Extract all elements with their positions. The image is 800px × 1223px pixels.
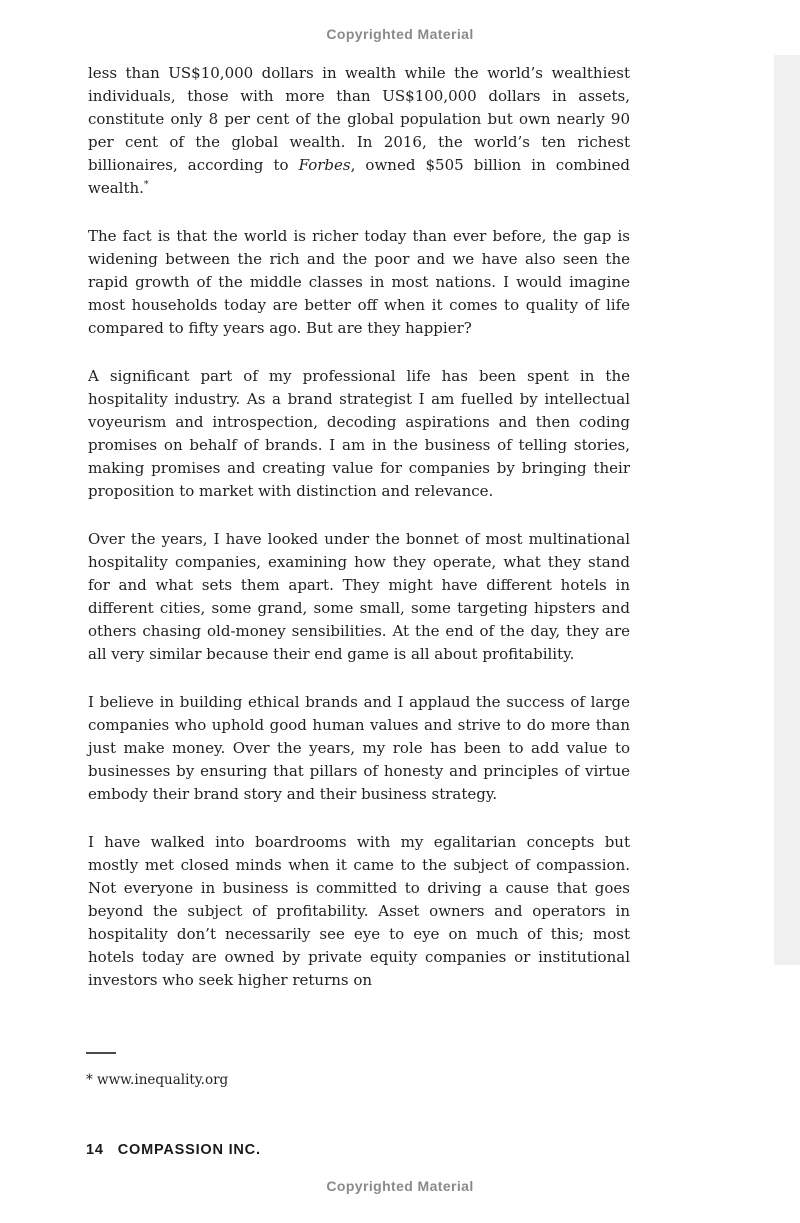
footnote-inequality-url: * www.inequality.org (86, 1072, 229, 1088)
page-footer (86, 1142, 261, 1158)
copyright-notice-top: Copyrighted Material (326, 26, 474, 42)
body-text-block (88, 62, 630, 992)
paragraph-wealth-stats (88, 62, 630, 200)
copyright-notice-bottom: Copyrighted Material (326, 1178, 474, 1194)
page-number: 14 (86, 1142, 104, 1158)
forbes-italic-text: Forbes (298, 156, 351, 174)
paragraph-wealth-stats-end: , owned $505 billion in combined wealth. (88, 156, 630, 197)
paragraph-richer-world: The fact is that the world is richer today than ever before, the gap is widening between the rich and the poor and we have also seen the rapid growth of the middle classes in most nations. I would imagine most households today are better off when it comes to quality of life compared to fifty years ago. But are they happier? (88, 227, 630, 337)
book-title: COMPASSION INC. (117, 1142, 261, 1158)
footnote-asterisk-marker: * (143, 179, 149, 190)
paragraph-professional-life: A significant part of my professional life has been spent in the hospitality industry. As a brand strategist I am fuelled by intellectual voyeurism and introspection, decoding aspirations and then coding promises on behalf of brands. I am in the business of telling stories, making promises and creating value for companies by bringing their proposition to market with distinction and relevance. (88, 367, 630, 500)
paragraph-wealth-stats-text: less than US$10,000 dollars in wealth while the world’s wealthiest individuals, those with more than US$100,000 dollars in assets, constitute only 8 per cent of the global population but own nearly 90 per cent of the global wealth. In 2016, the world’s ten richest billionaires, according to (88, 64, 630, 174)
footnote-divider-rule (86, 1052, 116, 1054)
paragraph-under-the-bonnet: Over the years, I have looked under the bonnet of most multinational hospitality companies, examining how they operate, what they stand for and what sets them apart. They might have different hotels in different cities, some grand, some small, some targeting hipsters and others chasing old-money sensibilities. At the end of the day, they are all very similar because their end game is all about profitability. (88, 530, 630, 663)
paragraph-boardrooms: I have walked into boardrooms with my egalitarian concepts but mostly met closed minds when it came to the subject of compassion. Not everyone in business is committed to driving a cause that goes beyond the subject of profitability. Asset owners and operators in hospitality don’t necessarily see eye to eye on much of this; most hotels today are owned by private equity companies or institutional investors who seek higher returns on (88, 833, 630, 989)
paragraph-ethical-brands: I believe in building ethical brands and I applaud the success of large companies who uphold good human values and strive to do more than just make money. Over the years, my role has been to add value to businesses by ensuring that pillars of honesty and principles of virtue embody their brand story and their business strategy. (88, 693, 630, 803)
scan-edge-artifact (774, 55, 800, 965)
